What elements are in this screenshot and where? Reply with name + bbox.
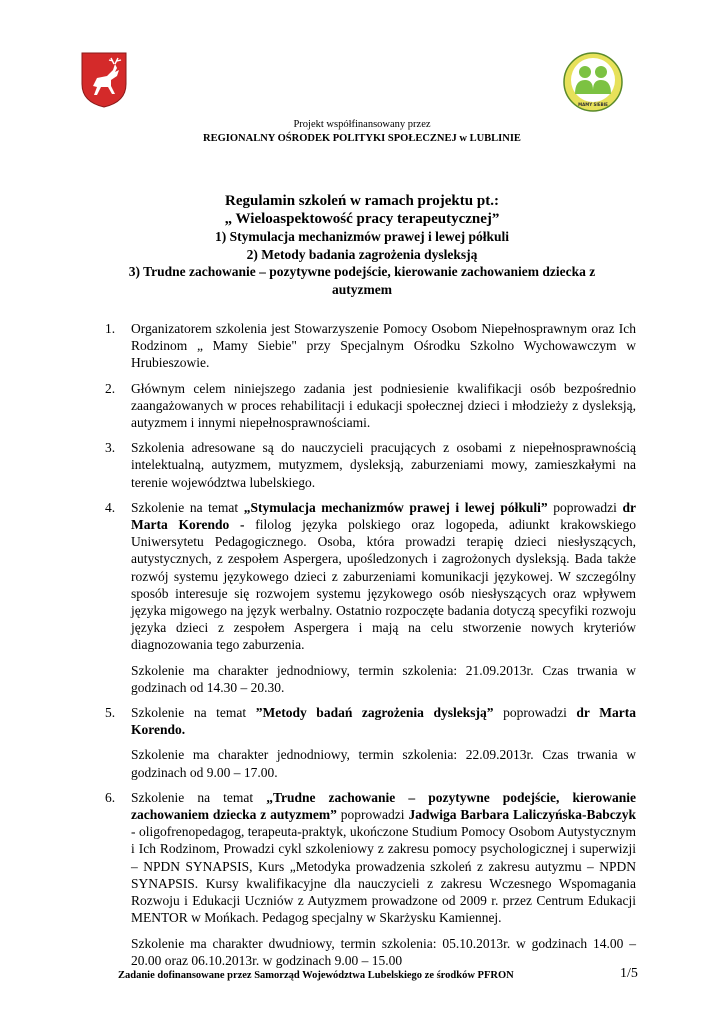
trainer-bio: - oligofrenopedagog, terapeuta-praktyk, ukończone Studium Pomocy Osobom Autystycznym i Ich Rodzinom, Prowadzi cykl szkoleniowy z zakresu pomocy psychologicznej i superwizji – NPDN SYNAPSIS, Kurs „Metodyka prowadzenia szkoleń z zakresu autyzmu – NPDN SYNAPSIS. Kursy kwalifikacyjne dla nauczycieli z zakresu Wczesnego Wspomagania Rozwoju i Edukacji Uczniów z Autyzmem prowadzone od 2009 r. przez Centrum Edukacji MENTOR w Mońkach. Pedagog specjalny w Skarżysku Kamiennej. xyxy=(131,824,636,926)
schedule-text: Szkolenie ma charakter jednodniowy, termin szkolenia: 21.09.2013r. Czas trwania w godzinach od 14.30 – 20.30. xyxy=(131,662,636,695)
list-item xyxy=(103,499,636,696)
schedule-text: Szkolenie ma charakter dwudniowy, termin szkolenia: 05.10.2013r. w godzinach 14.00 – 20.00 oraz 06.10.2013r. w godzinach 9.00 – 15.00 xyxy=(131,935,636,968)
item-text-part: poprowadzi xyxy=(336,807,409,823)
item-text-part: poprowadzi xyxy=(493,705,577,721)
regulation-list xyxy=(103,320,636,977)
item-text-part: Szkolenie na temat xyxy=(131,789,267,805)
item-number: 1. xyxy=(105,321,116,336)
project-header xyxy=(0,118,724,146)
item-number: 3. xyxy=(105,440,116,456)
trainer-name: dr Marta Korendo - xyxy=(131,499,637,533)
title-line-2: „ Wieloaspektowość pracy terapeutycznej” xyxy=(224,210,500,227)
page-number: 1/5 xyxy=(620,966,638,981)
list-item xyxy=(103,439,636,491)
list-item xyxy=(103,380,636,432)
item-number: 2. xyxy=(105,380,116,396)
item-text-part: Szkolenie na temat xyxy=(131,705,256,721)
trainer-name: Jadwiga Barbara Laliczyńska-Babczyk xyxy=(408,807,637,823)
deer-icon xyxy=(81,52,127,108)
title-line-4: 2) Metody badania zagrożenia dysleksją xyxy=(246,246,478,262)
item-text-part: poprowadzi xyxy=(547,499,623,515)
course-topic: „Stymulacja mechanizmów prawej i lewej półkuli” xyxy=(243,499,548,515)
item-number: 6. xyxy=(105,789,116,805)
cofinancer-name: REGIONALNY OŚRODEK POLITYKI SPOŁECZNEJ w LUBLINIE xyxy=(203,133,521,144)
people-icon xyxy=(563,52,623,112)
list-item xyxy=(103,789,636,969)
list-item xyxy=(103,320,636,372)
item-number: 4. xyxy=(105,499,116,515)
item-text: Głównym celem niniejszego zadania jest podniesienie kwalifikacji osób bezpośrednio zaangażowanych w proces rehabilitacji i edukacji społecznej dzieci i młodzieży z dysleksją, autyzmem i innymi niepełnosprawnościami. xyxy=(131,380,636,431)
title-line-3: 1) Stymulacja mechanizmów prawej i lewej półkuli xyxy=(215,229,509,244)
mamy-siebie-logo xyxy=(563,52,623,112)
footer-note: Zadanie dofinansowane przez Samorząd Województwa Lubelskiego ze środków PFRON xyxy=(118,970,514,981)
logo-caption: MAMY SIEBIE xyxy=(578,102,608,107)
item-text-part: Szkolenie na temat xyxy=(131,499,244,515)
item-text xyxy=(131,789,636,927)
item-text xyxy=(131,499,636,654)
list-item xyxy=(103,704,636,781)
item-text: Szkolenia adresowane są do nauczycieli pracujących z osobami z niepełnosprawnością intelektualną, autyzmem, mutyzmem, dysleksją, zaburzeniami mowy, zamieszkałymi na terenie województwa lubelskiego. xyxy=(131,440,636,490)
trainer-name: dr Marta Korendo. xyxy=(131,705,636,738)
item-text xyxy=(131,704,636,738)
item-number: 5. xyxy=(105,705,116,721)
title-line-5: 3) Trudne zachowanie – pozytywne podejście, kierowanie zachowaniem dziecka z autyzmem xyxy=(128,264,596,297)
document-title xyxy=(100,193,624,298)
course-topic: „Trudne zachowanie – pozytywne podejście, kierowanie zachowaniem dziecka z autyzmem” xyxy=(131,789,636,823)
coat-of-arms-logo xyxy=(81,52,127,108)
course-topic: ”Metody badań zagrożenia dysleksją” xyxy=(255,705,494,721)
cofinanced-label: Projekt współfinansowany przez xyxy=(293,119,431,130)
title-line-1: Regulamin szkoleń w ramach projektu pt.: xyxy=(225,193,499,209)
item-text: Organizatorem szkolenia jest Stowarzyszenie Pomocy Osobom Niepełnosprawnym oraz Ich Rodzinom „ Mamy Siebie" przy Specjalnym Ośrodku Szkolno Wychowawczym w Hrubieszowie. xyxy=(131,321,636,371)
schedule-text: Szkolenie ma charakter jednodniowy, termin szkolenia: 22.09.2013r. Czas trwania w godzinach od 9.00 – 17.00. xyxy=(131,747,636,780)
trainer-bio: filolog języka polskiego oraz logopeda, adiunkt krakowskiego Uniwersytetu Pedagogicznego. Osoba, która prowadzi terapię dzieci niesłyszących, autystycznych, z zespołem Aspergera, upośledzonych i zagrożonych dysleksją. Bada także rozwój systemu językowego dzieci z zaburzeniami komunikacji językowej. W szczególny sposób interesuje się rozwojem systemu językowego osób niesłyszących oraz wpływem języka migowego na język werbalny. Ostatnio rozpoczęte badania dotyczą specyfiki rozwoju języka dzieci z zespołem Aspergera i mają na celu stworzenie nowych kryteriów diagnozowania tego zaburzenia. xyxy=(131,517,636,653)
